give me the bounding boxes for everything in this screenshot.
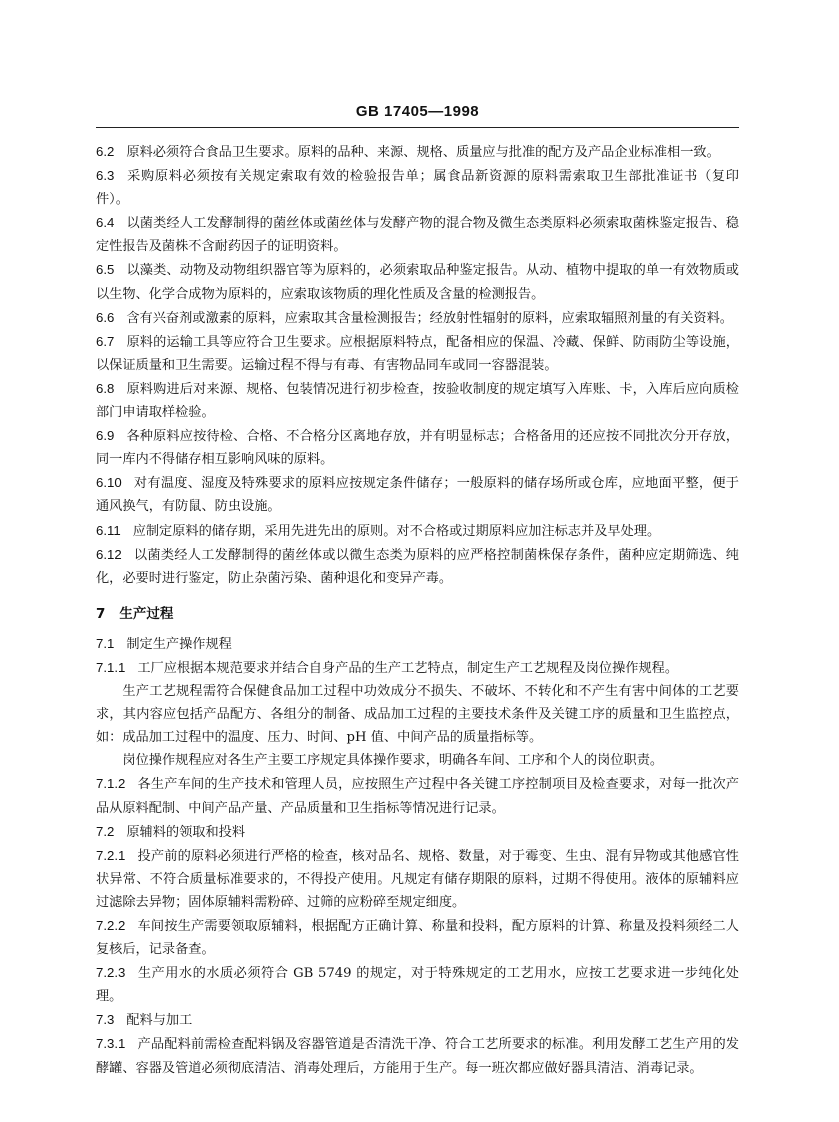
clause-number: 6.3 bbox=[96, 168, 115, 184]
section-title: 生产过程 bbox=[119, 605, 174, 622]
clause-text: 原料必须符合食品卫生要求。原料的品种、来源、规格、质量应与批准的配方及产品企业标准相一致。 bbox=[126, 145, 720, 160]
clause-7-1-1 bbox=[96, 656, 739, 680]
clause-number: 6.4 bbox=[96, 215, 115, 231]
clause-6-8 bbox=[96, 377, 739, 424]
clause-number: 7.1 bbox=[96, 635, 115, 651]
clause-number: 7.2.3 bbox=[96, 965, 126, 981]
clause-6-9 bbox=[96, 424, 739, 471]
clause-number: 7.1.2 bbox=[96, 776, 126, 792]
clause-text: 含有兴奋剂或激素的原料，应索取其含量检测报告；经放射性辐射的原料，应索取辐照剂量的有关资料。 bbox=[126, 310, 733, 326]
clause-6-11 bbox=[96, 519, 739, 543]
clause-number: 6.7 bbox=[96, 333, 115, 349]
clause-7-1-2 bbox=[96, 772, 739, 819]
clause-number: 7.2.1 bbox=[96, 847, 126, 863]
clause-text: 生产用水的水质必须符合 GB 5749 的规定，对于特殊规定的工艺用水，应按工艺要求进一步纯化处理。 bbox=[96, 966, 739, 1005]
clause-number: 6.11 bbox=[96, 522, 121, 538]
clause-text: 各生产车间的生产技术和管理人员，应按照生产过程中各关键工序控制项目及检查要求，对每一批次产品从原料配制、中间产品产量、产品质量和卫生指标等情况进行记录。 bbox=[96, 777, 739, 816]
clause-text: 以藻类、动物及动物组织器官等为原料的，必须索取品种鉴定报告。从动、植物中提取的单一有效物质或以生物、化学合成物为原料的，应索取该物质的理化性质及含量的检测报告。 bbox=[96, 263, 739, 302]
clause-6-2 bbox=[96, 140, 739, 164]
clause-number: 6.10 bbox=[96, 475, 122, 491]
clause-number: 7.2.2 bbox=[96, 918, 126, 933]
clause-7-2-3 bbox=[96, 961, 739, 1008]
clause-number: 6.9 bbox=[96, 428, 115, 444]
paragraph-process-spec bbox=[96, 680, 739, 749]
clause-text: 原料购进后对来源、规格、包装情况进行初步检查，按验收制度的规定填写入库账、卡，入库后应向质检部门申请取样检验。 bbox=[96, 381, 739, 421]
clause-text: 配料与加工 bbox=[126, 1013, 193, 1029]
clause-number: 7.3.1 bbox=[96, 1036, 126, 1052]
clause-7-1 bbox=[96, 632, 739, 656]
clause-text: 采购原料必须按有关规定索取有效的检验报告单；属食品新资源的原料需索取卫生部批准证书（复印件）。 bbox=[96, 169, 739, 208]
clause-7-3-1 bbox=[96, 1032, 739, 1079]
section-heading-7 bbox=[96, 603, 739, 626]
clause-6-5 bbox=[96, 258, 739, 305]
paragraph-post-spec bbox=[96, 749, 739, 772]
clause-text: 对有温度、湿度及特殊要求的原料应按规定条件储存；一般原料的储存场所或仓库，应地面平整，便于通风换气，有防鼠、防虫设施。 bbox=[96, 476, 739, 515]
clause-number: 7.1.1 bbox=[96, 659, 126, 675]
clause-number: 6.12 bbox=[96, 546, 122, 562]
clause-6-4 bbox=[96, 211, 739, 258]
clause-text: 各种原料应按待检、合格、不合格分区离地存放，并有明显标志；合格备用的还应按不同批次分开存放，同一库内不得储存相互影响风味的原料。 bbox=[96, 429, 739, 468]
clause-number: 6.8 bbox=[96, 380, 115, 396]
clause-number: 7.3 bbox=[96, 1012, 115, 1028]
clause-text: 投产前的原料必须进行严格的检查，核对品名、规格、数量，对于霉变、生虫、混有异物或其他感官性状异常、不符合质量标准要求的，不得投产使用。凡规定有储存期限的原料，过期不得使用。液体的原辅料应过滤除去异物；固体原辅料需粉碎、过筛的应粉碎至规定细度。 bbox=[96, 848, 739, 910]
clause-number: 6.5 bbox=[96, 262, 115, 278]
clause-text: 原料的运输工具等应符合卫生要求。应根据原料特点，配备相应的保温、冷藏、保鲜、防雨防尘等设施，以保证质量和卫生需要。运输过程不得与有毒、有害物品同车或同一容器混装。 bbox=[96, 334, 739, 373]
clause-text: 应制定原料的储存期，采用先进先出的原则。对不合格或过期原料应加注标志并及早处理。 bbox=[132, 523, 661, 539]
paragraph-text: 生产工艺规程需符合保健食品加工过程中功效成分不损失、不破坏、不转化和不产生有害中间体的工艺要求，其内容应包括产品配方、各组分的制备、成品加工过程的主要技术条件及关键工序的质量和卫生监控点，如：成品加工过程中的温度、压力、时间、pH 值、中间产品的质量指标等。 bbox=[96, 684, 739, 746]
clause-text: 车间按生产需要领取原辅料，根据配方正确计算、称量和投料，配方原料的计算、称量及投料须经二人复核后，记录备查。 bbox=[96, 919, 739, 958]
clause-6-12 bbox=[96, 543, 739, 590]
clause-7-2-2 bbox=[96, 914, 739, 961]
clause-number: 7.2 bbox=[96, 823, 115, 839]
clause-7-2 bbox=[96, 820, 739, 844]
clause-number: 6.2 bbox=[96, 144, 115, 159]
clause-text: 产品配料前需检查配料锅及容器管道是否清洗干净、符合工艺所要求的标准。利用发酵工艺生产用的发酵罐、容器及管道必须彻底清洁、消毒处理后，方能用于生产。每一班次都应做好器具清洁、消毒记录。 bbox=[96, 1037, 739, 1076]
clause-6-7 bbox=[96, 330, 739, 377]
clause-6-6 bbox=[96, 306, 739, 330]
clause-text: 制定生产操作规程 bbox=[126, 636, 232, 652]
clause-text: 工厂应根据本规范要求并结合自身产品的生产工艺特点，制定生产工艺规程及岗位操作规程。 bbox=[137, 660, 679, 676]
clause-7-2-1 bbox=[96, 844, 739, 914]
clause-text: 以菌类经人工发酵制得的菌丝体或菌丝体与发酵产物的混合物及微生态类原料必须索取菌株鉴定报告、稳定性报告及菌株不含耐药因子的证明资料。 bbox=[96, 216, 739, 255]
clause-6-10 bbox=[96, 471, 739, 518]
clause-number: 6.6 bbox=[96, 309, 115, 325]
clause-text: 原辅料的领取和投料 bbox=[126, 824, 246, 840]
clause-text: 以菌类经人工发酵制得的菌丝体或以微生态类为原料的应严格控制菌株保存条件，菌种应定期筛选、纯化，必要时进行鉴定，防止杂菌污染、菌种退化和变异产毒。 bbox=[96, 547, 739, 586]
header-rule bbox=[96, 127, 739, 128]
document-body bbox=[96, 140, 739, 1080]
section-number: 7 bbox=[96, 605, 106, 622]
standard-code-header: GB 17405—1998 bbox=[355, 103, 480, 120]
clause-6-3 bbox=[96, 164, 739, 211]
clause-7-3 bbox=[96, 1008, 739, 1032]
paragraph-text: 岗位操作规程应对各生产主要工序规定具体操作要求，明确各车间、工序和个人的岗位职责。 bbox=[122, 753, 664, 769]
